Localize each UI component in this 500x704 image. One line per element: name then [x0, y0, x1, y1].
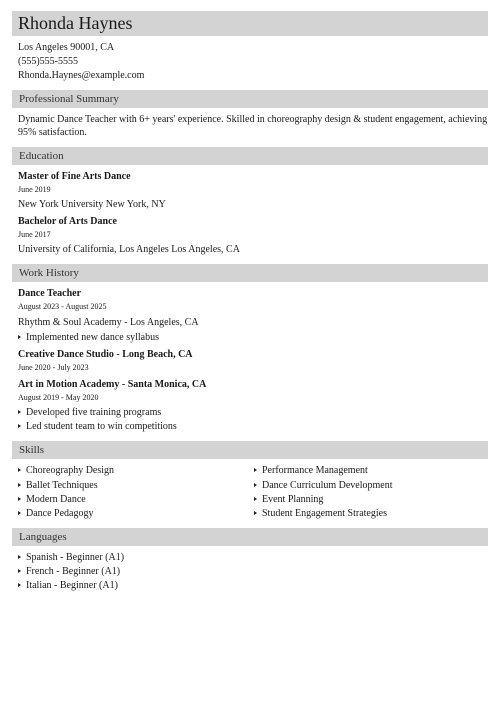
job-bullet-text: Developed five training programs	[26, 407, 162, 418]
candidate-name: Rhonda Haynes	[18, 13, 133, 33]
skill-text: Student Engagement Strategies	[262, 508, 387, 519]
job-bullet	[18, 420, 177, 433]
job-bullet	[18, 406, 161, 419]
education-school: New York University New York, NY	[18, 199, 166, 210]
bullet-marker-icon	[18, 483, 21, 487]
summary-text: Dynamic Dance Teacher with 6+ years' experience. Skilled in choreography design & student engagement, achieving 95% satisfaction.	[18, 114, 488, 138]
bullet-marker-icon	[18, 424, 21, 428]
work-heading: Work History	[19, 267, 79, 279]
bullet-marker-icon	[254, 497, 257, 501]
education-date: June 2019	[18, 185, 51, 194]
bullet-marker-icon	[18, 468, 21, 472]
job-title: Art in Motion Academy - Santa Monica, CA	[18, 379, 207, 390]
skill-item	[18, 507, 93, 520]
job-bullet-text: Led student team to win competitions	[26, 421, 177, 432]
skill-item	[254, 479, 393, 492]
education-section-bar	[12, 147, 488, 165]
bullet-marker-icon	[254, 483, 257, 487]
bullet-marker-icon	[18, 555, 21, 559]
summary-heading: Professional Summary	[19, 93, 119, 105]
education-school: University of California, Los Angeles Los Angeles, CA	[18, 244, 240, 255]
job-bullet-text: Implemented new dance syllabus	[26, 332, 160, 343]
skill-text: Modern Dance	[26, 494, 86, 505]
language-item	[18, 565, 120, 578]
language-text: French - Beginner (A1)	[26, 566, 121, 577]
job-bullet	[18, 331, 159, 344]
skill-item	[254, 507, 387, 520]
skill-item	[18, 464, 114, 477]
bullet-marker-icon	[18, 583, 21, 587]
skill-text: Performance Management	[262, 465, 368, 476]
job-dates: August 2019 - May 2020	[18, 393, 99, 402]
education-heading: Education	[19, 150, 64, 162]
education-degree: Master of Fine Arts Dance	[18, 171, 131, 182]
skill-text: Event Planning	[262, 494, 324, 505]
bullet-marker-icon	[18, 569, 21, 573]
language-text: Spanish - Beginner (A1)	[26, 552, 125, 563]
languages-heading: Languages	[19, 531, 67, 543]
bullet-marker-icon	[18, 497, 21, 501]
bullet-marker-icon	[254, 511, 257, 515]
education-date: June 2017	[18, 230, 51, 239]
job-dates: June 2020 - July 2023	[18, 363, 89, 372]
language-text: Italian - Beginner (A1)	[26, 580, 118, 591]
education-degree: Bachelor of Arts Dance	[18, 216, 117, 227]
language-item	[18, 579, 118, 592]
bullet-marker-icon	[254, 468, 257, 472]
languages-section-bar	[12, 528, 488, 546]
skill-item	[254, 464, 368, 477]
job-company: Rhythm & Soul Academy - Los Angeles, CA	[18, 317, 199, 328]
skills-heading: Skills	[19, 444, 45, 456]
skill-text: Choreography Design	[26, 465, 115, 476]
language-item	[18, 551, 124, 564]
skills-section-bar	[12, 441, 488, 459]
skill-item	[254, 493, 323, 506]
job-title: Creative Dance Studio - Long Beach, CA	[18, 349, 193, 360]
skill-text: Dance Curriculum Development	[262, 480, 393, 491]
skill-item	[18, 479, 98, 492]
job-title: Dance Teacher	[18, 288, 82, 299]
bullet-marker-icon	[18, 410, 21, 414]
skill-text: Dance Pedagogy	[26, 508, 94, 519]
work-section-bar	[12, 264, 488, 282]
job-dates: August 2023 - August 2025	[18, 302, 107, 311]
email: Rhonda.Haynes@example.com	[18, 70, 145, 81]
skill-text: Ballet Techniques	[26, 480, 98, 491]
skill-item	[18, 493, 86, 506]
bullet-marker-icon	[18, 511, 21, 515]
phone: (555)555-5555	[18, 56, 78, 67]
address: Los Angeles 90001, CA	[18, 42, 115, 53]
bullet-marker-icon	[18, 335, 21, 339]
